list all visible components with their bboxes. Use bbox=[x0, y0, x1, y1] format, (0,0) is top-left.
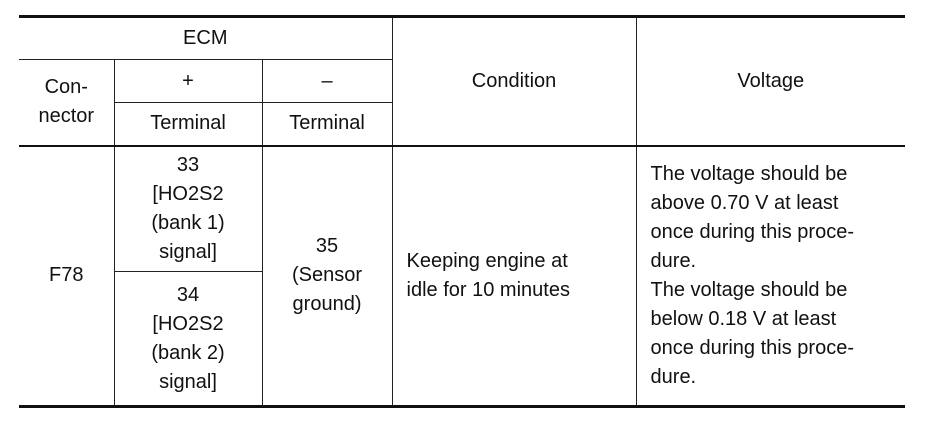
connector-header bbox=[19, 60, 114, 146]
plus-header: + bbox=[114, 60, 262, 103]
ground-terminal-line: ground) bbox=[292, 293, 362, 316]
terminal-34-cell bbox=[114, 272, 262, 407]
terminal-33-line: signal] bbox=[159, 240, 217, 263]
condition-line: idle for 10 minutes bbox=[406, 278, 570, 301]
ground-terminal-cell bbox=[262, 146, 392, 407]
voltage-line: once during this proce- bbox=[650, 220, 854, 243]
connector-cell: F78 bbox=[19, 146, 114, 407]
connector-header-line1: Con- bbox=[44, 76, 88, 99]
voltage-line: once during this proce- bbox=[650, 336, 854, 359]
voltage-line: The voltage should be bbox=[650, 278, 848, 301]
voltage-line: above 0.70 V at least bbox=[650, 191, 839, 214]
minus-terminal-header: Terminal bbox=[262, 103, 392, 146]
ground-terminal-line: (Sensor bbox=[292, 264, 363, 287]
terminal-34-line: 34 bbox=[176, 283, 200, 306]
plus-terminal-header: Terminal bbox=[114, 103, 262, 146]
minus-header: – bbox=[262, 60, 392, 103]
condition-header: Condition bbox=[392, 17, 636, 146]
voltage-line: below 0.18 V at least bbox=[650, 307, 837, 330]
voltage-line: dure. bbox=[650, 365, 697, 388]
terminal-33-line: 33 bbox=[176, 153, 200, 176]
voltage-header: Voltage bbox=[636, 17, 905, 146]
ground-terminal-line: 35 bbox=[315, 235, 339, 258]
voltage-line: The voltage should be bbox=[650, 162, 848, 185]
voltage-cell bbox=[636, 146, 905, 407]
voltage-line: dure. bbox=[650, 249, 697, 272]
terminal-34-line: [HO2S2 bbox=[152, 312, 224, 335]
condition-cell bbox=[392, 146, 636, 407]
terminal-33-line: [HO2S2 bbox=[152, 182, 224, 205]
terminal-34-line: signal] bbox=[159, 370, 217, 393]
connector-header-line2: nector bbox=[38, 105, 95, 128]
terminal-33-line: (bank 1) bbox=[151, 211, 225, 234]
condition-line: Keeping engine at bbox=[406, 249, 568, 272]
terminal-33-cell bbox=[114, 146, 262, 272]
ecm-voltage-table bbox=[19, 15, 905, 408]
ecm-header: ECM bbox=[19, 17, 392, 60]
terminal-34-line: (bank 2) bbox=[151, 341, 225, 364]
